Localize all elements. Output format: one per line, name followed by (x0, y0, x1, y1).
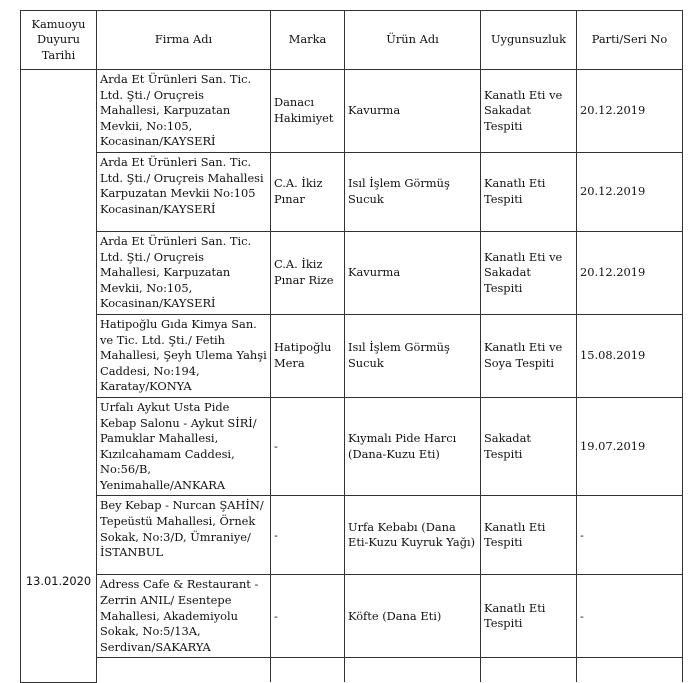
table-row (21, 496, 683, 575)
announcement-date: 13.01.2020 (21, 70, 97, 683)
nonconformity-cell: Kanatlı Eti ve Soya Tespiti (481, 314, 577, 397)
batch-cell: 20.12.2019 (577, 231, 683, 314)
firm-cell: Adress Cafe & Restaurant - Zerrin ANIL/ Esentepe Mahallesi, Akademiyolu Sokak, No:5/13A, Serdivan/SAKARYA (97, 575, 271, 658)
firm-cell: Arda Et Ürünleri San. Tic. Ltd. Şti./ Oruçreis Mahallesi Karpuzatan Mevkii No:105 Kocasinan/KAYSERİ (97, 152, 271, 231)
header-batch: Parti/Seri No (577, 11, 683, 70)
batch-cell: - (577, 575, 683, 658)
product-cell-empty (345, 658, 481, 683)
batch-cell: 15.08.2019 (577, 314, 683, 397)
header-nonconformity: Uygunsuzluk (481, 11, 577, 70)
firm-cell: Urfalı Aykut Usta Pide Kebap Salonu - Aykut SİRİ/ Pamuklar Mahallesi, Kızılcahamam Caddesi, No:56/B, Yenimahalle/ANKARA (97, 397, 271, 496)
header-date: Kamuoyu Duyuru Tarihi (21, 11, 97, 70)
nonconformity-cell-empty (481, 658, 577, 683)
table-row (21, 314, 683, 397)
batch-cell: 20.12.2019 (577, 152, 683, 231)
brand-cell: C.A. İkiz Pınar (271, 152, 345, 231)
firm-cell: Bey Kebap - Nurcan ŞAHİN/ Tepeüstü Mahallesi, Örnek Sokak, No:3/D, Ümraniye/İSTANBUL (97, 496, 271, 575)
batch-cell: 19.07.2019 (577, 397, 683, 496)
batch-cell: - (577, 496, 683, 575)
brand-cell: - (271, 575, 345, 658)
header-brand: Marka (271, 11, 345, 70)
firm-cell: Arda Et Ürünleri San. Tic. Ltd. Şti./ Oruçreis Mahallesi, Karpuzatan Mevkii, No:105, Kocasinan/KAYSERİ (97, 231, 271, 314)
firm-cell: Arda Et Ürünleri San. Tic. Ltd. Şti./ Oruçreis Mahallesi, Karpuzatan Mevkii, No:105, Kocasinan/KAYSERİ (97, 70, 271, 153)
product-cell: Isıl İşlem Görmüş Sucuk (345, 314, 481, 397)
brand-cell: C.A. İkiz Pınar Rize (271, 231, 345, 314)
brand-cell: Hatipoğlu Mera (271, 314, 345, 397)
header-firm: Firma Adı (97, 11, 271, 70)
table-row (21, 397, 683, 496)
recall-table (20, 10, 683, 683)
nonconformity-cell: Kanatlı Eti ve Sakadat Tespiti (481, 231, 577, 314)
batch-cell: 20.12.2019 (577, 70, 683, 153)
table-row (21, 70, 683, 153)
nonconformity-cell: Sakadat Tespiti (481, 397, 577, 496)
product-cell: Kavurma (345, 231, 481, 314)
nonconformity-cell: Kanatlı Eti Tespiti (481, 575, 577, 658)
batch-cell-empty (577, 658, 683, 683)
firm-cell-empty (97, 658, 271, 683)
brand-cell: Danacı Hakimiyet (271, 70, 345, 153)
header-product: Ürün Adı (345, 11, 481, 70)
brand-cell: - (271, 397, 345, 496)
nonconformity-cell: Kanatlı Eti Tespiti (481, 152, 577, 231)
table-header-row (21, 11, 683, 70)
table-row (21, 152, 683, 231)
product-cell: Kıymalı Pide Harcı (Dana-Kuzu Eti) (345, 397, 481, 496)
nonconformity-cell: Kanatlı Eti ve Sakadat Tespiti (481, 70, 577, 153)
brand-cell: - (271, 496, 345, 575)
product-cell: Isıl İşlem Görmüş Sucuk (345, 152, 481, 231)
table-row (21, 231, 683, 314)
table-row (21, 575, 683, 658)
table-row-cutoff (21, 658, 683, 683)
product-cell: Kavurma (345, 70, 481, 153)
firm-cell: Hatipoğlu Gıda Kimya San. ve Tic. Ltd. Şti./ Fetih Mahallesi, Şeyh Ulema Yahşi Caddesi, No:194, Karatay/KONYA (97, 314, 271, 397)
product-cell: Köfte (Dana Eti) (345, 575, 481, 658)
brand-cell-empty (271, 658, 345, 683)
nonconformity-cell: Kanatlı Eti Tespiti (481, 496, 577, 575)
product-cell: Urfa Kebabı (Dana Eti-Kuzu Kuyruk Yağı) (345, 496, 481, 575)
